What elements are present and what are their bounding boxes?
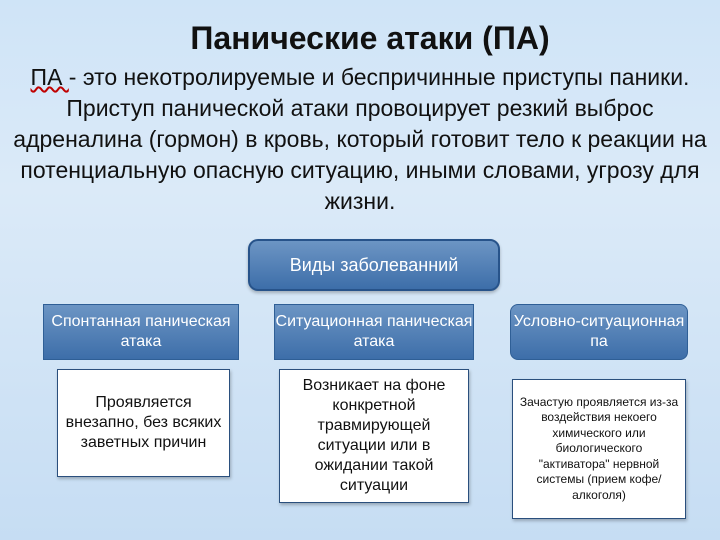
category-label: Ситуационная паническая атака <box>275 313 473 350</box>
description-text: Проявляется внезапно, без всяких заветных причин <box>65 394 222 451</box>
intro-text: - это некотролируемые и беспричинные приступы паники. Приступ панической атаки провоцирует резкий выброс адреналина (гормон) в кровь, который готовит тело к реакции на потенциальную опасную ситуацию, иными словами, угрозу для жизни. <box>13 64 707 214</box>
intro-abbreviation: ПА <box>30 64 69 90</box>
category-conditional-box <box>510 304 688 360</box>
slide-title: Панические атаки (ПА) <box>190 20 550 56</box>
description-conditional-box <box>512 379 686 519</box>
category-spontaneous-box <box>43 304 239 360</box>
description-spontaneous-box <box>57 369 230 477</box>
description-situational-box <box>279 369 469 503</box>
description-text: Зачастую проявляется из-за воздействия некоего химического или биологического "активатора" нервной системы (прием кофе/алкоголя) <box>519 394 679 502</box>
category-label: Спонтанная паническая атака <box>51 313 231 350</box>
description-text: Возникает на фоне конкретной травмирующей ситуации или в ожидании такой ситуации <box>302 377 446 494</box>
category-label: Условно-ситуационная па <box>513 313 685 350</box>
diagram-root-label: Виды заболеванний <box>289 254 459 275</box>
category-situational-box <box>274 304 474 360</box>
diagram-root-box <box>248 239 500 291</box>
intro-paragraph <box>4 62 716 217</box>
